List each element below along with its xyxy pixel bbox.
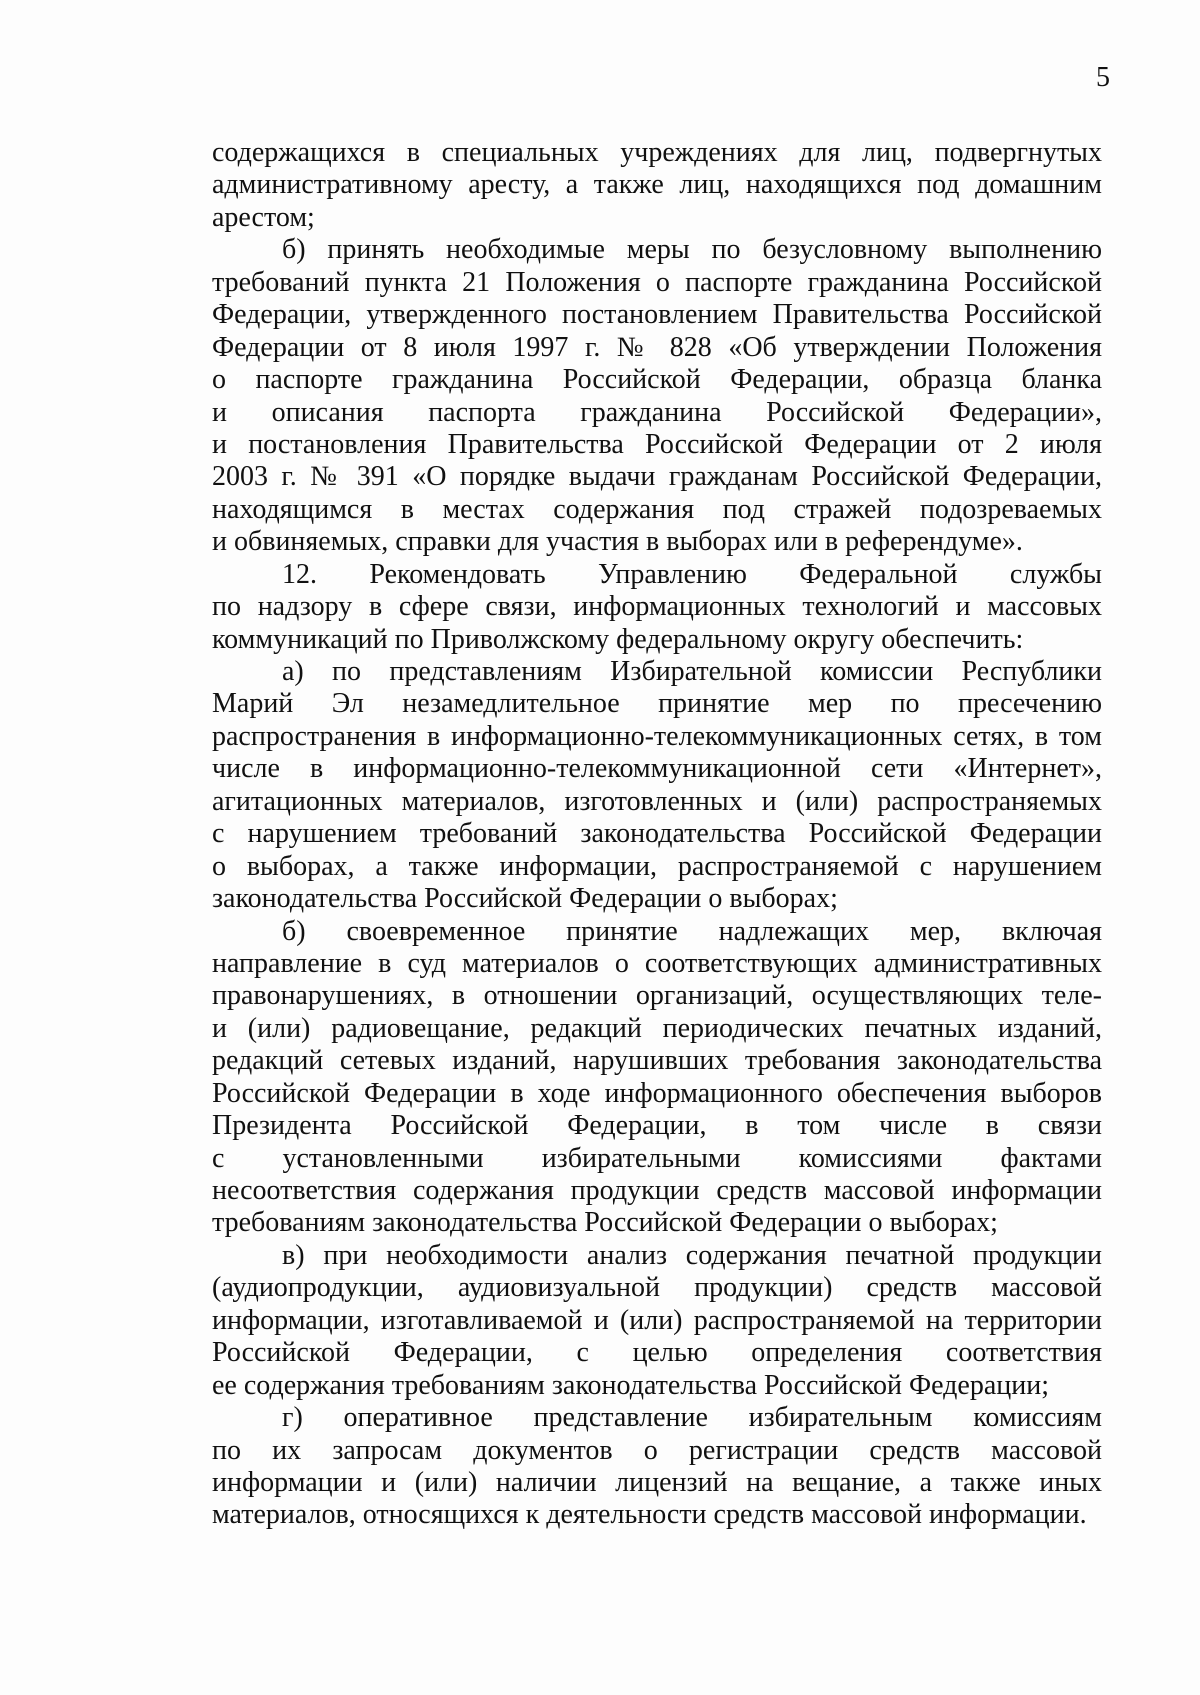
text-line: административному аресту, а также лиц, находящихся под домашним bbox=[212, 169, 1102, 201]
text-line: и (или) радиовещание, редакций периодических печатных изданий, bbox=[212, 1012, 1102, 1044]
text-line: ее содержания требованиям законодательства Российской Федерации; bbox=[212, 1369, 1050, 1401]
text-line: о выборах, а также информации, распространяемой с нарушением bbox=[212, 850, 1102, 882]
text-line: законодательства Российской Федерации о выборах; bbox=[212, 883, 838, 915]
text-line: направление в суд материалов о соответствующих административных bbox=[212, 947, 1102, 979]
text-line: редакций сетевых изданий, нарушивших требования законодательства bbox=[212, 1045, 1102, 1077]
text-line: Российской Федерации в ходе информационного обеспечения выборов bbox=[212, 1077, 1102, 1109]
text-line: по надзору в сфере связи, информационных технологий и массовых bbox=[212, 591, 1102, 623]
text-line: и обвиняемых, справки для участия в выборах или в референдуме». bbox=[212, 526, 1023, 558]
text-line: распространения в информационно-телекоммуникационных сетях, в том bbox=[212, 720, 1102, 752]
text-line: требованиям законодательства Российской Федерации о выборах; bbox=[212, 1207, 998, 1239]
text-line: материалов, относящихся к деятельности средств массовой информации. bbox=[212, 1499, 1087, 1531]
text-line: Федерации от 8 июля 1997 г. № 828 «Об утверждении Положения bbox=[212, 331, 1102, 363]
text-line: числе в информационно-телекоммуникационной сети «Интернет», bbox=[212, 753, 1102, 785]
text-line: Российской Федерации, с целью определения соответствия bbox=[212, 1337, 1102, 1369]
text-line: по их запросам документов о регистрации средств массовой bbox=[212, 1434, 1102, 1466]
text-line: о паспорте гражданина Российской Федерации, образца бланка bbox=[212, 364, 1102, 396]
text-line: информации и (или) наличии лицензий на вещание, а также иных bbox=[212, 1466, 1102, 1498]
text-line: коммуникаций по Приволжскому федеральному округу обеспечить: bbox=[212, 623, 1024, 655]
text-line: содержащихся в специальных учреждениях для лиц, подвергнутых bbox=[212, 137, 1102, 168]
text-line: и постановления Правительства Российской Федерации от 2 июля bbox=[212, 428, 1102, 460]
text-line: несоответствия содержания продукции средств массовой информации bbox=[212, 1175, 1102, 1206]
text-line: б) принять необходимые меры по безусловному выполнению bbox=[282, 234, 1102, 266]
text-line: с установленными избирательными комиссиями фактами bbox=[212, 1142, 1102, 1174]
text-line: с нарушением требований законодательства Российской Федерации bbox=[212, 818, 1102, 850]
text-line: б) своевременное принятие надлежащих мер, включая bbox=[282, 915, 1102, 947]
text-line: требований пункта 21 Положения о паспорте гражданина Российской bbox=[212, 266, 1102, 298]
text-line: правонарушениях, в отношении организаций, осуществляющих теле- bbox=[212, 980, 1102, 1012]
text-line: Марий Эл незамедлительное принятие мер по пресечению bbox=[212, 688, 1102, 720]
text-line: агитационных материалов, изготовленных и (или) распространяемых bbox=[212, 785, 1102, 817]
text-line: в) при необходимости анализ содержания печатной продукции bbox=[282, 1239, 1102, 1271]
text-line: 12. Рекомендовать Управлению Федеральной службы bbox=[282, 558, 1102, 590]
text-line: находящимся в местах содержания под стражей подозреваемых bbox=[212, 493, 1102, 525]
document-body bbox=[212, 137, 1102, 1532]
text-line: (аудиопродукции, аудиовизуальной продукции) средств массовой bbox=[212, 1272, 1102, 1304]
text-line: Президента Российской Федерации, в том числе в связи bbox=[212, 1110, 1102, 1142]
text-line: арестом; bbox=[212, 201, 315, 233]
text-line: Федерации, утвержденного постановлением Правительства Российской bbox=[212, 299, 1102, 331]
text-line: а) по представлениям Избирательной комиссии Республики bbox=[282, 656, 1102, 687]
text-line: и описания паспорта гражданина Российской Федерации», bbox=[212, 396, 1102, 428]
page-number: 5 bbox=[1096, 62, 1110, 93]
text-line: г) оперативное представление избирательным комиссиям bbox=[282, 1402, 1102, 1434]
text-line: информации, изготавливаемой и (или) распространяемой на территории bbox=[212, 1304, 1102, 1336]
text-line: 2003 г. № 391 «О порядке выдачи гражданам Российской Федерации, bbox=[212, 461, 1102, 493]
